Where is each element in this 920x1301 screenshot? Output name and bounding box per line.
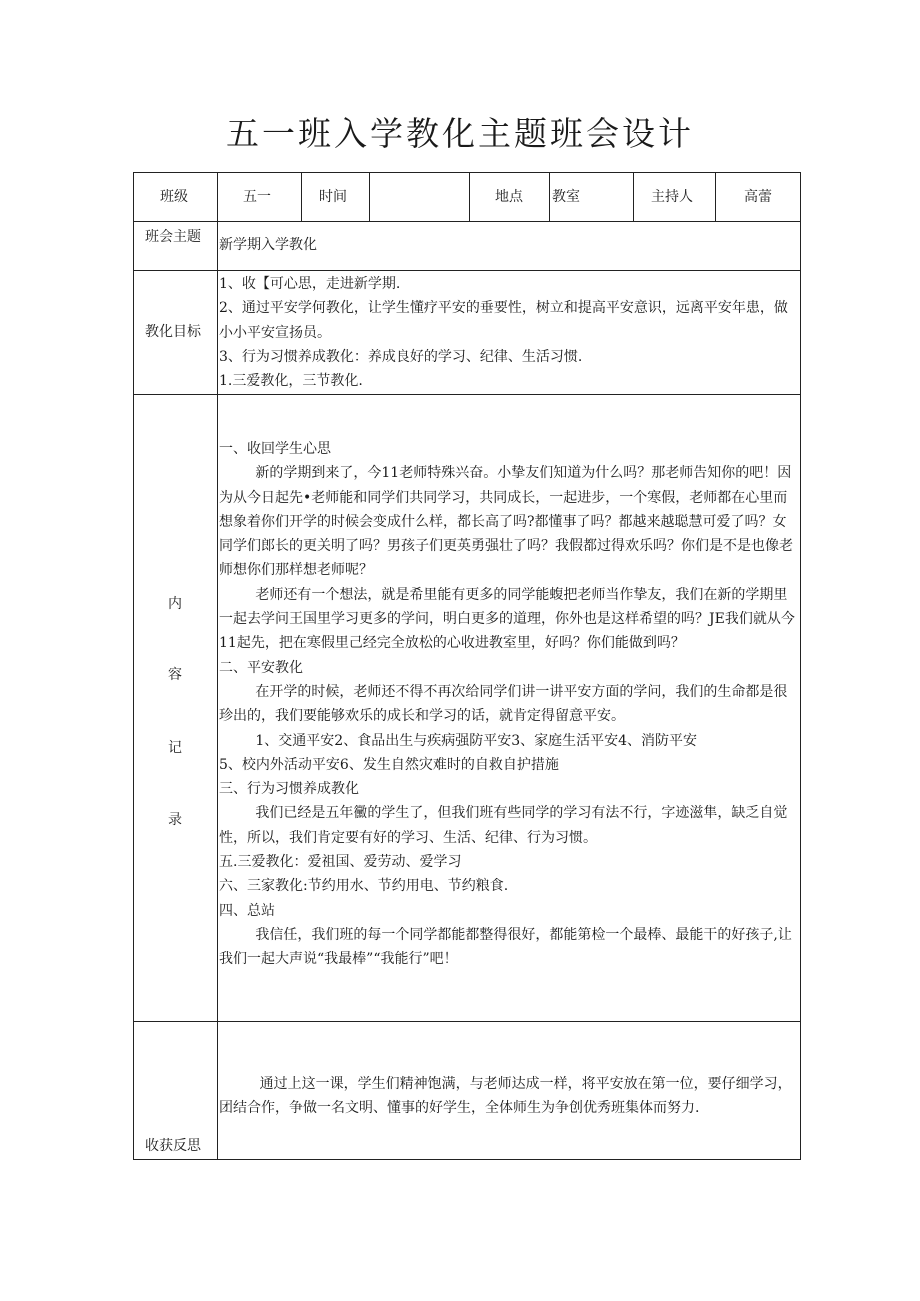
theme-value: 新学期入学教化 [219,237,317,253]
section-heading: 二、平安教化 [219,659,303,676]
table-col-divider [301,172,302,221]
table-border-bottom [133,1159,801,1160]
content-label-char: 内 [168,596,182,612]
reflection-text [219,1072,799,1121]
table-row-divider [133,270,801,271]
reflection-label: 收获反思 [145,1138,201,1154]
table-row-divider [133,1021,801,1022]
host-label: 主持人 [651,189,693,205]
content-paragraph: 5、校内外活动平安6、发生自然灾难时的自救自护措施 [219,756,559,773]
goal-item: 1、收【可心思，走进新学期. [219,276,401,292]
content-paragraph: 老师还有一个想法，就是希里能有更多的同学能蝮把老师当作挚友，我们在新的学期里一起去学问王国里学习更多的学问，明白更多的道理，你外也是这样希望的吗？JE我们就从今11起先，把在寒假里己经完全放松的心收进教室里，好吗？你们能做到吗？ [219,586,795,652]
place-label: 地点 [495,189,523,205]
table-col-divider [633,172,634,221]
table-col-divider [549,172,550,221]
content-paragraph: 我们已经是五年黴的学生了，但我们班有些同学的学习有法不行，字迹滋隼，缺乏自觉性，所以，我们肯定要有好的学习、生活、纪律、行为习惯。 [219,805,788,846]
host-value: 高蕾 [744,189,772,205]
content-paragraph: 我信任，我们班的每一个同学都能都整得很好，都能第检一个最棒、最能干的好孩子,让我们一起大声说“我最棒”“我能行”吧！ [219,926,792,968]
content-paragraph: 新的学期到来了，今11老师特殊兴奋。小挚友们知道为什么吗？那老师告知你的吧！因为从今日起先•老师能和同学们共同学习，共同成长，一起进步，一个寒假，老师都在心里而想象着你们开学的时候会变成什么样，都长高了吗?都懂事了吗？都越来越聪慧可爱了吗？女同学们郎长的更关明了吗？男孩子们更英勇强壮了吗？我假都过得欢乐吗？你们是不是也像老师想你们那样想老师呢？ [219,465,793,579]
table-col-divider [469,172,470,221]
goals-list [219,272,799,393]
table-border-left [133,172,134,1160]
goal-item: 3、行为习惯养成教化：养成良好的学习、纪律、生活习惯. [219,348,583,365]
table-border-right [800,172,801,1160]
section-heading: 三、行为习惯养成教化 [219,781,359,798]
table-col-divider [217,172,218,1160]
goal-item: 2、通过平安学何教化，让学生懂疗平安的垂要性，树立和提高平安意识，远离平安年患，做小小平安宣扬员。 [219,300,788,341]
time-label: 时间 [319,189,347,205]
table-row-divider [133,394,801,395]
section-heading: 四、总站 [219,902,275,919]
table-border-top [133,172,801,173]
table-col-divider [715,172,716,221]
place-value: 教室 [552,189,580,205]
goal-item: 1.三爱教化，三节教化. [219,373,363,390]
content-paragraph: 在开学的时候，老师还不得不再次给同学们讲一讲平安方面的学问，我们的生命都是很珍出的，我们要能够欢乐的成长和学习的话，就肯定得留意平安。 [219,683,788,725]
theme-label: 班会主题 [145,229,201,245]
content-paragraph: 1、交通平安2、食品出生与疾病强防平安3、家庭生活平安4、消防平安 [255,732,698,749]
page-title: 五一班入学教化主题班会设计 [226,114,694,153]
goals-label: 教化目标 [145,324,201,340]
reflection-paragraph: 通过上这一课，学生们精神饱满，与老师达成一样，将平安放在第一位，要仔细学习，团结合作，争做一名文明、懂事的好学生，全体师生为争创优秀班集体而努力. [219,1076,792,1117]
content-record [219,437,799,972]
class-value: 五一 [243,189,271,205]
content-label-char: 记 [168,740,182,756]
table-row-divider [133,221,801,222]
table-col-divider [369,172,370,221]
content-paragraph: 五.三爱教化：爱祖国、爱劳动、爱学习 [219,854,462,871]
content-label-char: 录 [168,812,182,828]
class-label: 班级 [160,189,188,205]
content-label-char: 容 [168,667,182,683]
lesson-plan-table [133,172,801,1160]
content-paragraph: 六、三家教化:节约用水、节约用电、节约粮食. [219,878,509,895]
section-heading: 一、收回学生心思 [219,441,331,457]
